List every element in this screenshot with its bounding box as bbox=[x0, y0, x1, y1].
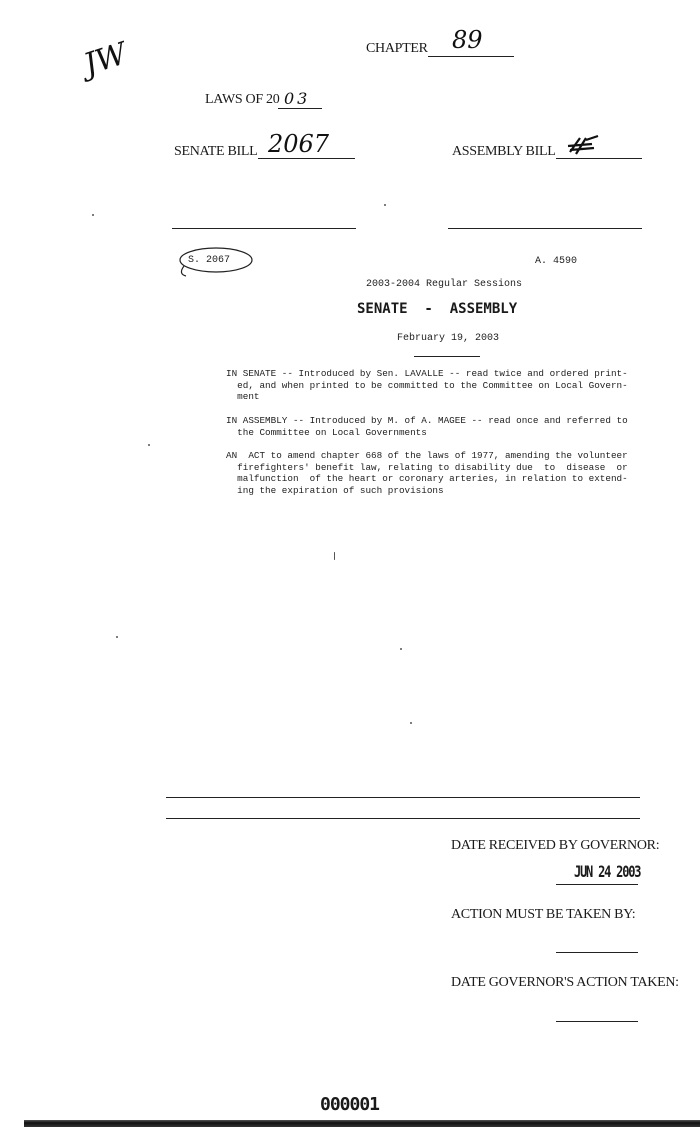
date-rule bbox=[414, 356, 480, 357]
session-line: 2003-2004 Regular Sessions bbox=[366, 279, 523, 290]
assembly-introduction bbox=[226, 415, 671, 438]
assembly-signature-line bbox=[448, 228, 642, 229]
scan-speck bbox=[116, 636, 118, 638]
text-line: firefighters' benefit law, relating to disability due to disease or bbox=[226, 461, 628, 473]
action-deadline-label: ACTION MUST BE TAKEN BY: bbox=[451, 907, 636, 922]
assembly-bill-underline bbox=[556, 158, 642, 159]
senate-bill-label: SENATE BILL bbox=[174, 144, 258, 159]
scan-edge-bar bbox=[24, 1120, 700, 1127]
text-line: AN ACT to amend chapter 668 of the laws of 1977, amending the volunteer bbox=[226, 450, 628, 461]
senate-signature-line bbox=[172, 228, 356, 229]
senate-bill-underline bbox=[258, 158, 355, 159]
date-received-stamp: JUN 24 2003 bbox=[574, 862, 641, 881]
act-description bbox=[226, 450, 671, 496]
text-line: ment bbox=[226, 391, 260, 402]
scan-speck bbox=[410, 722, 412, 724]
separator-rule-top bbox=[166, 797, 640, 798]
date-received-line bbox=[556, 884, 638, 885]
scan-speck bbox=[92, 214, 94, 216]
text-line: the Committee on Local Governments bbox=[226, 426, 427, 438]
scan-speck bbox=[384, 204, 386, 206]
scan-speck bbox=[148, 444, 150, 446]
handwritten-initials: JW bbox=[79, 36, 132, 83]
text-line: ed, and when printed to be committed to the Committee on Local Govern- bbox=[226, 379, 628, 391]
assembly-number: A. 4590 bbox=[535, 256, 578, 267]
assembly-bill-label: ASSEMBLY BILL bbox=[452, 144, 556, 159]
chapter-label: CHAPTER bbox=[366, 41, 428, 56]
text-line: IN SENATE -- Introduced by Sen. LAVALLE -- read twice and ordered print- bbox=[226, 368, 628, 379]
senate-number: S. 2067 bbox=[188, 255, 231, 266]
house-title: SENATE - ASSEMBLY bbox=[357, 301, 518, 317]
page-number: 000001 bbox=[320, 1094, 380, 1115]
text-line: IN ASSEMBLY -- Introduced by M. of A. MAGEE -- read once and referred to bbox=[226, 415, 628, 426]
chapter-underline bbox=[428, 56, 514, 57]
assembly-bill-scribble bbox=[566, 132, 600, 158]
bill-date: February 19, 2003 bbox=[397, 333, 500, 344]
action-taken-label: DATE GOVERNOR'S ACTION TAKEN: bbox=[451, 975, 679, 990]
senate-bill-number: 2067 bbox=[268, 130, 330, 158]
laws-year: 03 bbox=[284, 89, 311, 108]
laws-label: LAWS OF 20 bbox=[205, 92, 280, 107]
text-line: ing the expiration of such provisions bbox=[226, 484, 444, 496]
scan-speck bbox=[334, 552, 335, 560]
scan-speck bbox=[400, 648, 402, 650]
action-deadline-line bbox=[556, 952, 638, 953]
text-line: malfunction of the heart or coronary arteries, in relation to extend- bbox=[226, 473, 628, 484]
separator-rule-bottom bbox=[166, 818, 640, 819]
chapter-number: 89 bbox=[452, 26, 483, 54]
action-taken-line bbox=[556, 1021, 638, 1022]
senate-introduction bbox=[226, 368, 671, 403]
date-received-label: DATE RECEIVED BY GOVERNOR: bbox=[451, 838, 660, 853]
laws-underline bbox=[278, 108, 322, 109]
